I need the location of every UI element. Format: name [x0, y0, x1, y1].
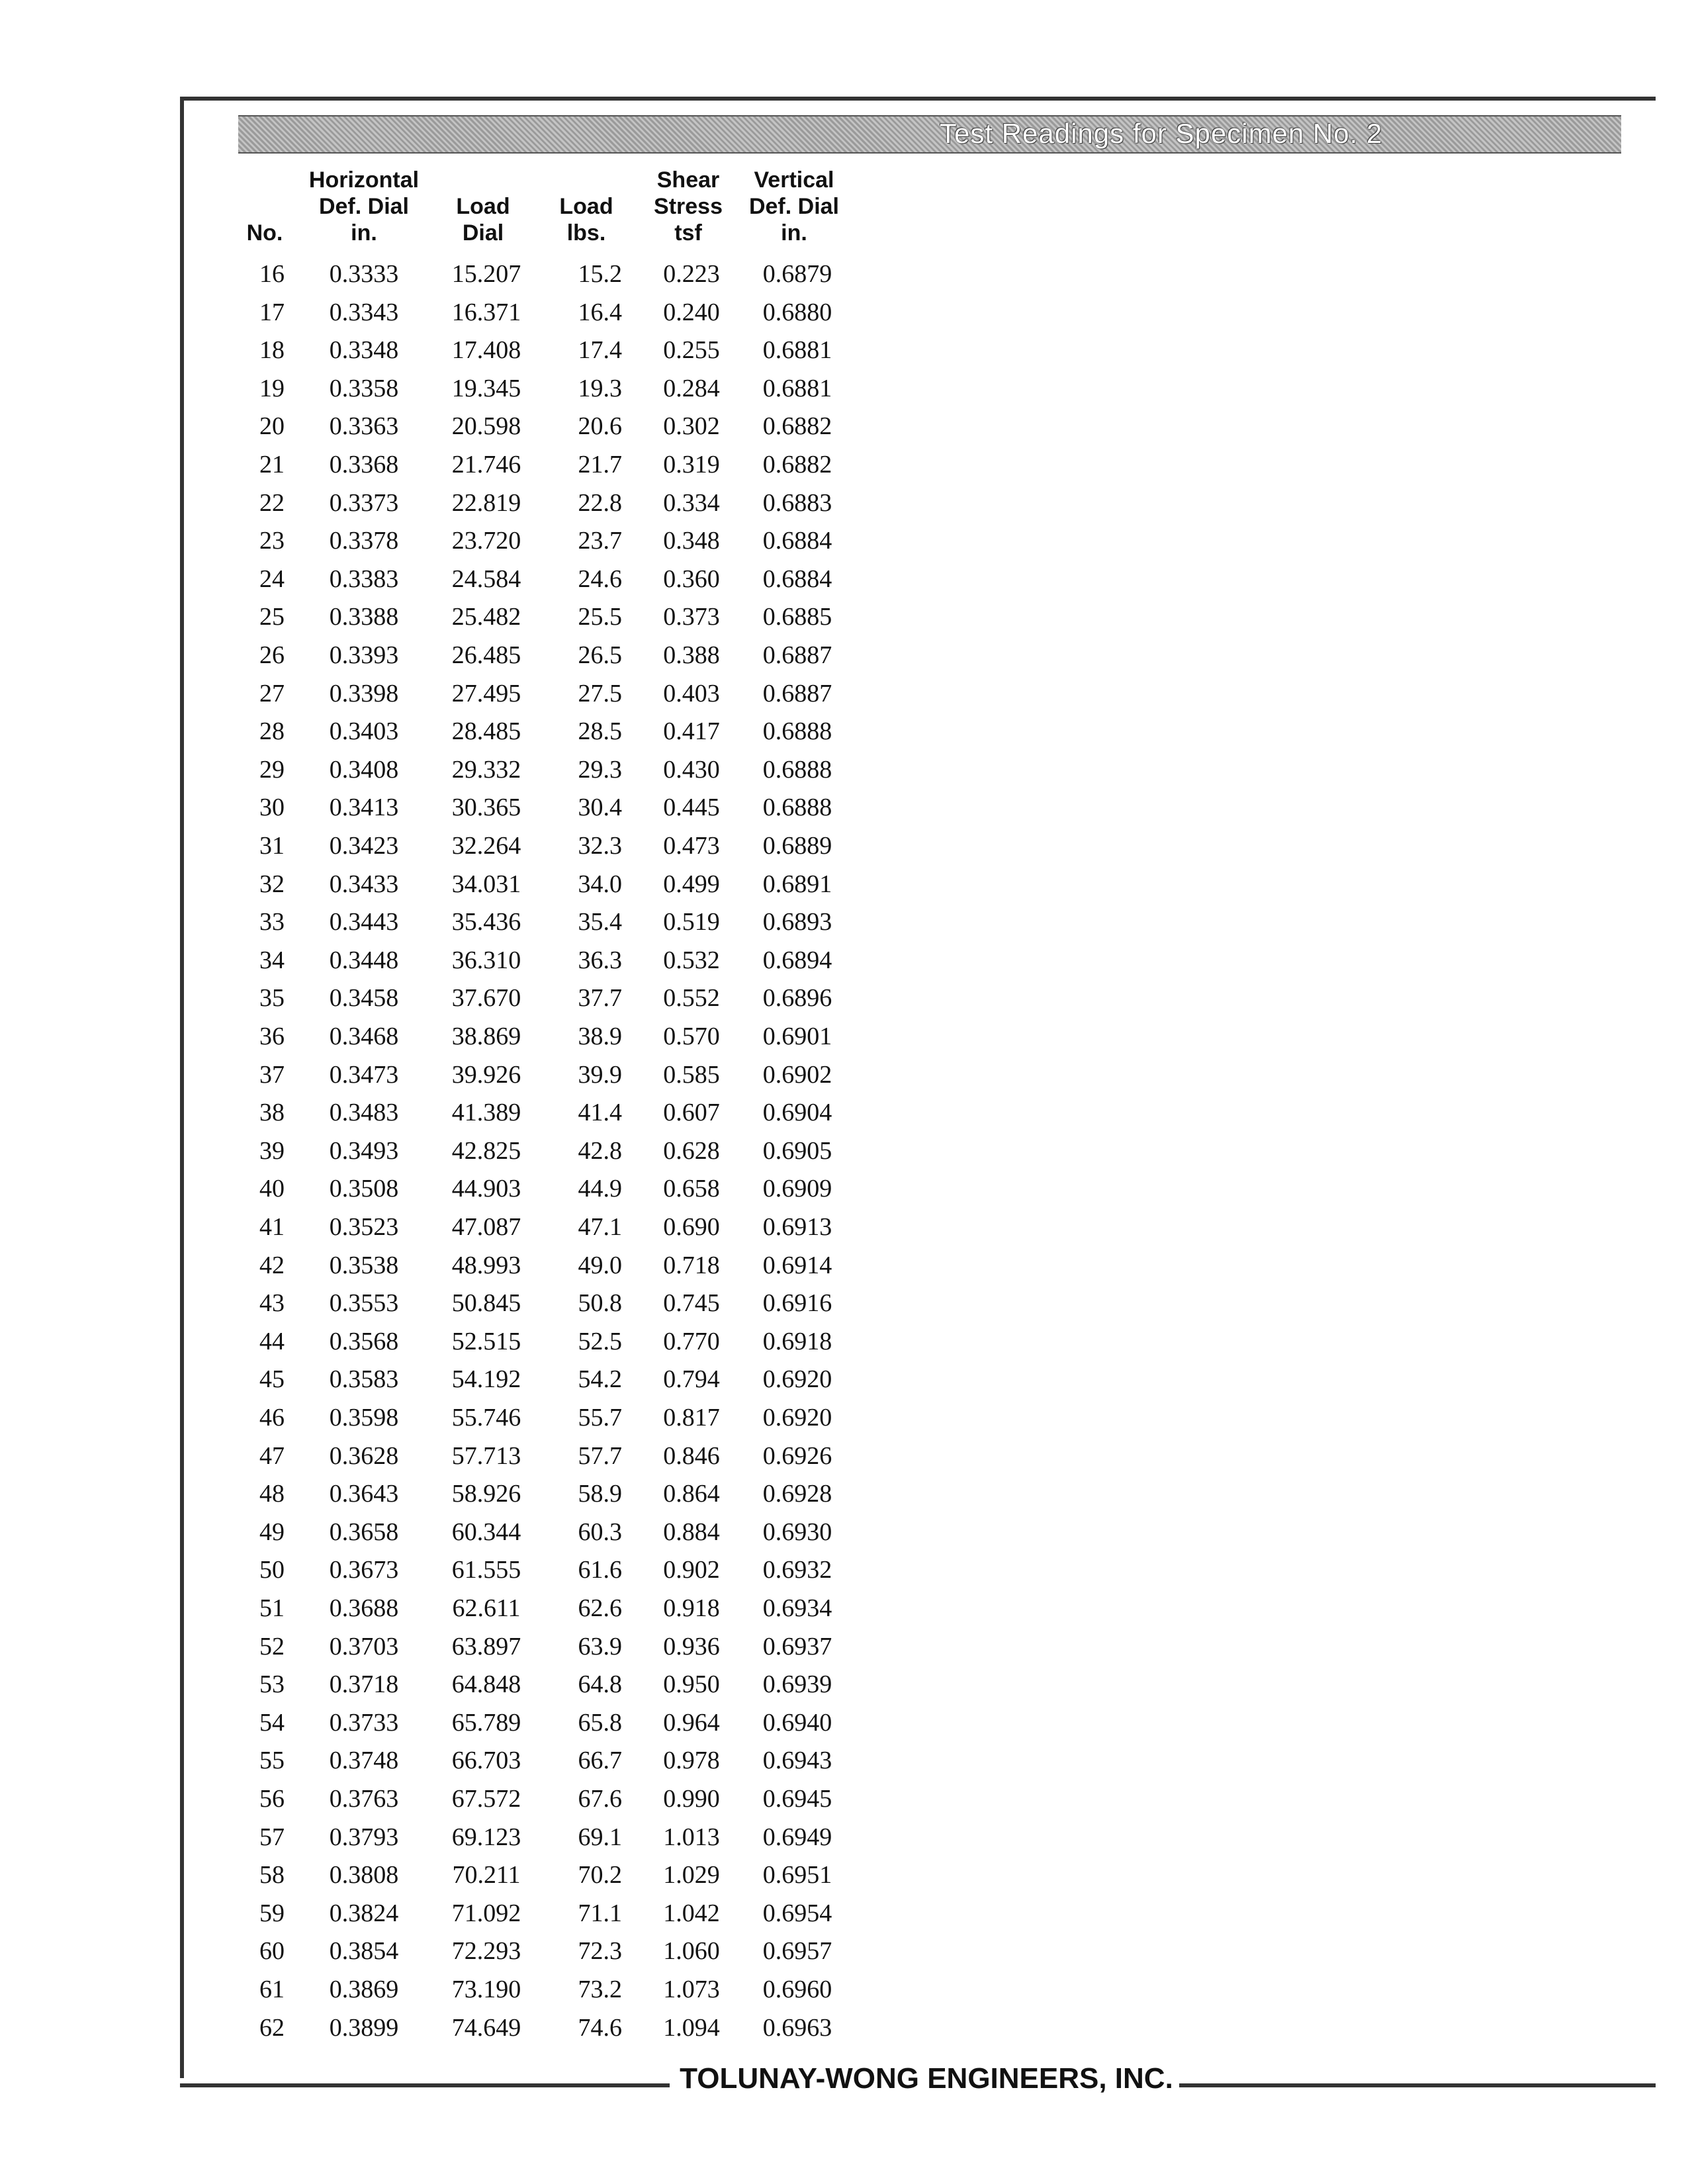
cell-shear-stress: 0.284 — [663, 374, 720, 402]
cell-load-lbs: 28.5 — [578, 717, 622, 746]
cell-no: 57 — [259, 1823, 285, 1851]
cell-load-lbs: 20.6 — [578, 412, 622, 441]
cell-no: 55 — [259, 1747, 285, 1775]
cell-shear-stress: 1.013 — [663, 1823, 720, 1851]
cell-vertical-def-dial: 0.6888 — [762, 755, 832, 784]
header-no: No. — [246, 220, 283, 246]
cell-load-dial: 36.310 — [451, 946, 521, 974]
cell-vertical-def-dial: 0.6957 — [762, 1937, 832, 1966]
cell-load-lbs: 42.8 — [578, 1136, 622, 1165]
footer-company-name: TOLUNAY-WONG ENGINEERS, INC. — [680, 2062, 1173, 2095]
cell-load-lbs: 55.7 — [578, 1404, 622, 1432]
cell-shear-stress: 0.628 — [663, 1136, 720, 1165]
cell-horizontal-def-dial: 0.3373 — [329, 488, 399, 517]
header-vertical-def-dial: Vertical Def. Dial in. — [748, 167, 840, 246]
cell-shear-stress: 0.255 — [663, 336, 720, 365]
cell-load-dial: 63.897 — [451, 1632, 521, 1661]
cell-load-lbs: 71.1 — [578, 1899, 622, 1927]
cell-load-dial: 30.365 — [451, 794, 521, 822]
cell-no: 37 — [259, 1060, 285, 1089]
cell-load-lbs: 57.7 — [578, 1441, 622, 1470]
cell-load-dial: 54.192 — [451, 1365, 521, 1394]
cell-vertical-def-dial: 0.6888 — [762, 717, 832, 746]
cell-load-dial: 57.713 — [451, 1441, 521, 1470]
cell-no: 32 — [259, 870, 285, 898]
cell-load-dial: 19.345 — [451, 374, 521, 402]
cell-load-dial: 17.408 — [451, 336, 521, 365]
cell-vertical-def-dial: 0.6913 — [762, 1213, 832, 1241]
cell-load-lbs: 39.9 — [578, 1060, 622, 1089]
cell-vertical-def-dial: 0.6882 — [762, 451, 832, 478]
cell-horizontal-def-dial: 0.3483 — [329, 1099, 399, 1127]
cell-no: 20 — [259, 412, 285, 441]
cell-no: 39 — [259, 1136, 285, 1165]
cell-no: 44 — [259, 1327, 285, 1355]
cell-load-dial: 48.993 — [451, 1251, 521, 1279]
cell-load-dial: 21.746 — [451, 451, 521, 478]
cell-horizontal-def-dial: 0.3628 — [329, 1441, 399, 1470]
cell-shear-stress: 0.223 — [663, 260, 720, 288]
cell-horizontal-def-dial: 0.3583 — [329, 1365, 399, 1394]
cell-load-dial: 32.264 — [451, 832, 521, 860]
cell-horizontal-def-dial: 0.3448 — [329, 946, 399, 974]
cell-shear-stress: 0.794 — [663, 1365, 720, 1394]
cell-load-lbs: 22.8 — [578, 488, 622, 517]
cell-shear-stress: 0.430 — [663, 755, 720, 784]
cell-horizontal-def-dial: 0.3748 — [329, 1747, 399, 1775]
cell-no: 48 — [259, 1480, 285, 1508]
cell-shear-stress: 0.770 — [663, 1327, 720, 1355]
cell-horizontal-def-dial: 0.3423 — [329, 832, 399, 860]
cell-horizontal-def-dial: 0.3393 — [329, 641, 399, 669]
cell-no: 36 — [259, 1023, 285, 1050]
cell-shear-stress: 0.403 — [663, 679, 720, 707]
cell-vertical-def-dial: 0.6920 — [762, 1365, 832, 1394]
cell-no: 24 — [259, 565, 285, 593]
cell-horizontal-def-dial: 0.3793 — [329, 1823, 399, 1851]
cell-vertical-def-dial: 0.6926 — [762, 1441, 832, 1470]
cell-load-dial: 55.746 — [451, 1404, 521, 1432]
cell-horizontal-def-dial: 0.3763 — [329, 1785, 399, 1813]
cell-load-dial: 41.389 — [451, 1099, 521, 1127]
cell-horizontal-def-dial: 0.3538 — [329, 1251, 399, 1279]
cell-no: 50 — [259, 1556, 285, 1584]
cell-vertical-def-dial: 0.6884 — [762, 565, 832, 593]
cell-shear-stress: 0.552 — [663, 984, 720, 1013]
cell-shear-stress: 1.029 — [663, 1861, 720, 1889]
cell-vertical-def-dial: 0.6943 — [762, 1747, 832, 1775]
cell-vertical-def-dial: 0.6879 — [762, 260, 832, 288]
cell-vertical-def-dial: 0.6951 — [762, 1861, 832, 1889]
cell-shear-stress: 0.348 — [663, 527, 720, 555]
cell-vertical-def-dial: 0.6937 — [762, 1632, 832, 1661]
cell-load-lbs: 73.2 — [578, 1976, 622, 2003]
cell-shear-stress: 0.373 — [663, 603, 720, 631]
cell-load-lbs: 23.7 — [578, 527, 622, 555]
cell-load-lbs: 38.9 — [578, 1023, 622, 1050]
cell-horizontal-def-dial: 0.3333 — [329, 260, 399, 288]
cell-no: 17 — [259, 298, 285, 326]
cell-load-lbs: 63.9 — [578, 1632, 622, 1661]
cell-load-dial: 74.649 — [451, 2013, 521, 2042]
cell-vertical-def-dial: 0.6963 — [762, 2013, 832, 2042]
cell-shear-stress: 0.817 — [663, 1404, 720, 1432]
footer-rule-left — [180, 2083, 670, 2087]
cell-load-dial: 62.611 — [452, 1594, 521, 1622]
cell-vertical-def-dial: 0.6905 — [762, 1136, 832, 1165]
cell-vertical-def-dial: 0.6949 — [762, 1823, 832, 1851]
cell-vertical-def-dial: 0.6880 — [762, 298, 832, 326]
cell-shear-stress: 0.918 — [663, 1594, 720, 1622]
cell-load-dial: 69.123 — [451, 1823, 521, 1851]
cell-vertical-def-dial: 0.6904 — [762, 1099, 832, 1127]
cell-shear-stress: 0.990 — [663, 1785, 720, 1813]
cell-horizontal-def-dial: 0.3398 — [329, 679, 399, 707]
cell-no: 62 — [259, 2013, 285, 2042]
cell-shear-stress: 0.846 — [663, 1441, 720, 1470]
cell-load-dial: 27.495 — [451, 679, 521, 707]
cell-shear-stress: 1.073 — [663, 1976, 720, 2003]
cell-load-lbs: 58.9 — [578, 1480, 622, 1508]
cell-shear-stress: 1.060 — [663, 1937, 720, 1966]
cell-vertical-def-dial: 0.6930 — [762, 1518, 832, 1546]
cell-load-dial: 15.207 — [451, 260, 521, 288]
cell-no: 49 — [259, 1518, 285, 1546]
cell-load-lbs: 65.8 — [578, 1708, 622, 1737]
cell-horizontal-def-dial: 0.3473 — [329, 1060, 399, 1089]
cell-load-lbs: 72.3 — [578, 1937, 622, 1966]
cell-load-lbs: 52.5 — [578, 1327, 622, 1355]
cell-no: 38 — [259, 1099, 285, 1127]
cell-shear-stress: 0.585 — [663, 1060, 720, 1089]
cell-horizontal-def-dial: 0.3458 — [329, 984, 399, 1013]
cell-shear-stress: 0.884 — [663, 1518, 720, 1546]
cell-no: 46 — [259, 1404, 285, 1432]
cell-shear-stress: 0.745 — [663, 1289, 720, 1318]
cell-no: 42 — [259, 1251, 285, 1279]
cell-load-dial: 22.819 — [451, 488, 521, 517]
cell-vertical-def-dial: 0.6902 — [762, 1060, 832, 1089]
cell-no: 41 — [259, 1213, 285, 1241]
cell-load-dial: 34.031 — [451, 870, 521, 898]
cell-vertical-def-dial: 0.6896 — [762, 984, 832, 1013]
cell-vertical-def-dial: 0.6882 — [762, 412, 832, 441]
cell-vertical-def-dial: 0.6884 — [762, 527, 832, 555]
cell-vertical-def-dial: 0.6887 — [762, 641, 832, 669]
cell-load-lbs: 41.4 — [578, 1099, 622, 1127]
cell-no: 45 — [259, 1365, 285, 1394]
cell-horizontal-def-dial: 0.3658 — [329, 1518, 399, 1546]
cell-load-dial: 73.190 — [451, 1976, 521, 2003]
cell-load-lbs: 26.5 — [578, 641, 622, 669]
cell-shear-stress: 0.499 — [663, 870, 720, 898]
cell-vertical-def-dial: 0.6934 — [762, 1594, 832, 1622]
cell-no: 16 — [259, 260, 285, 288]
cell-no: 35 — [259, 984, 285, 1013]
cell-no: 40 — [259, 1175, 285, 1203]
cell-shear-stress: 0.902 — [663, 1556, 720, 1584]
cell-horizontal-def-dial: 0.3348 — [329, 336, 399, 365]
title-bar — [238, 115, 1621, 154]
cell-load-lbs: 30.4 — [578, 794, 622, 822]
cell-load-lbs: 49.0 — [578, 1251, 622, 1279]
cell-load-dial: 24.584 — [451, 565, 521, 593]
cell-horizontal-def-dial: 0.3808 — [329, 1861, 399, 1889]
cell-horizontal-def-dial: 0.3433 — [329, 870, 399, 898]
cell-load-dial: 67.572 — [451, 1785, 521, 1813]
cell-shear-stress: 0.864 — [663, 1480, 720, 1508]
cell-load-lbs: 19.3 — [578, 374, 622, 402]
cell-shear-stress: 0.978 — [663, 1747, 720, 1775]
cell-horizontal-def-dial: 0.3408 — [329, 755, 399, 784]
cell-load-lbs: 66.7 — [578, 1747, 622, 1775]
cell-horizontal-def-dial: 0.3703 — [329, 1632, 399, 1661]
cell-horizontal-def-dial: 0.3688 — [329, 1594, 399, 1622]
cell-horizontal-def-dial: 0.3598 — [329, 1404, 399, 1432]
cell-shear-stress: 0.240 — [663, 298, 720, 326]
cell-vertical-def-dial: 0.6881 — [762, 374, 832, 402]
cell-load-lbs: 54.2 — [578, 1365, 622, 1394]
cell-load-lbs: 69.1 — [578, 1823, 622, 1851]
cell-horizontal-def-dial: 0.3568 — [329, 1327, 399, 1355]
cell-load-dial: 72.293 — [451, 1937, 521, 1966]
cell-vertical-def-dial: 0.6932 — [762, 1556, 832, 1584]
cell-load-dial: 71.092 — [451, 1899, 521, 1927]
cell-vertical-def-dial: 0.6887 — [762, 679, 832, 707]
cell-horizontal-def-dial: 0.3718 — [329, 1670, 399, 1699]
cell-no: 27 — [259, 679, 285, 707]
cell-vertical-def-dial: 0.6920 — [762, 1404, 832, 1432]
cell-load-lbs: 37.7 — [578, 984, 622, 1013]
cell-load-dial: 66.703 — [451, 1747, 521, 1775]
cell-shear-stress: 1.042 — [663, 1899, 720, 1927]
cell-no: 31 — [259, 832, 285, 860]
cell-load-lbs: 16.4 — [578, 298, 622, 326]
cell-vertical-def-dial: 0.6891 — [762, 870, 832, 898]
cell-shear-stress: 0.690 — [663, 1213, 720, 1241]
cell-load-lbs: 29.3 — [578, 755, 622, 784]
cell-shear-stress: 0.658 — [663, 1175, 720, 1203]
cell-load-lbs: 27.5 — [578, 679, 622, 707]
cell-load-dial: 64.848 — [451, 1670, 521, 1699]
cell-horizontal-def-dial: 0.3368 — [329, 451, 399, 478]
cell-horizontal-def-dial: 0.3363 — [329, 412, 399, 441]
cell-vertical-def-dial: 0.6918 — [762, 1327, 832, 1355]
cell-no: 43 — [259, 1289, 285, 1318]
cell-horizontal-def-dial: 0.3854 — [329, 1937, 399, 1966]
cell-load-lbs: 50.8 — [578, 1289, 622, 1318]
cell-no: 28 — [259, 717, 285, 746]
cell-vertical-def-dial: 0.6945 — [762, 1785, 832, 1813]
cell-horizontal-def-dial: 0.3493 — [329, 1136, 399, 1165]
cell-horizontal-def-dial: 0.3388 — [329, 603, 399, 631]
cell-shear-stress: 0.360 — [663, 565, 720, 593]
cell-load-dial: 47.087 — [451, 1213, 521, 1241]
cell-vertical-def-dial: 0.6888 — [762, 794, 832, 822]
cell-load-dial: 58.926 — [451, 1480, 521, 1508]
cell-horizontal-def-dial: 0.3343 — [329, 298, 399, 326]
cell-shear-stress: 0.519 — [663, 908, 720, 936]
cell-vertical-def-dial: 0.6894 — [762, 946, 832, 974]
cell-vertical-def-dial: 0.6881 — [762, 336, 832, 365]
cell-load-dial: 50.845 — [451, 1289, 521, 1318]
cell-vertical-def-dial: 0.6901 — [762, 1023, 832, 1050]
cell-load-dial: 20.598 — [451, 412, 521, 441]
cell-load-lbs: 34.0 — [578, 870, 622, 898]
cell-load-dial: 26.485 — [451, 641, 521, 669]
cell-shear-stress: 0.570 — [663, 1023, 720, 1050]
cell-load-lbs: 60.3 — [578, 1518, 622, 1546]
cell-horizontal-def-dial: 0.3643 — [329, 1480, 399, 1508]
cell-load-lbs: 24.6 — [578, 565, 622, 593]
cell-no: 29 — [259, 755, 285, 784]
cell-horizontal-def-dial: 0.3824 — [329, 1899, 399, 1927]
cell-load-lbs: 21.7 — [578, 451, 622, 478]
cell-no: 21 — [259, 451, 285, 478]
footer-rule-right — [1179, 2083, 1656, 2087]
cell-no: 61 — [259, 1976, 285, 2003]
cell-no: 18 — [259, 336, 285, 365]
cell-no: 26 — [259, 641, 285, 669]
cell-no: 22 — [259, 488, 285, 517]
cell-shear-stress: 0.936 — [663, 1632, 720, 1661]
cell-no: 34 — [259, 946, 285, 974]
cell-vertical-def-dial: 0.6928 — [762, 1480, 832, 1508]
cell-load-lbs: 17.4 — [578, 336, 622, 365]
cell-shear-stress: 0.964 — [663, 1708, 720, 1737]
cell-horizontal-def-dial: 0.3733 — [329, 1708, 399, 1737]
cell-horizontal-def-dial: 0.3413 — [329, 794, 399, 822]
cell-no: 47 — [259, 1441, 285, 1470]
cell-load-dial: 65.789 — [451, 1708, 521, 1737]
cell-no: 58 — [259, 1861, 285, 1889]
cell-load-lbs: 36.3 — [578, 946, 622, 974]
cell-load-dial: 70.211 — [452, 1861, 521, 1889]
cell-horizontal-def-dial: 0.3403 — [329, 717, 399, 746]
header-load-dial: Load Dial — [456, 194, 510, 246]
cell-load-lbs: 25.5 — [578, 603, 622, 631]
cell-load-dial: 38.869 — [451, 1023, 521, 1050]
table-title: Test Readings for Specimen No. 2 — [940, 118, 1383, 149]
cell-no: 19 — [259, 374, 285, 402]
cell-vertical-def-dial: 0.6916 — [762, 1289, 832, 1318]
cell-load-dial: 44.903 — [451, 1175, 521, 1203]
cell-no: 59 — [259, 1899, 285, 1927]
cell-horizontal-def-dial: 0.3523 — [329, 1213, 399, 1241]
cell-vertical-def-dial: 0.6889 — [762, 832, 832, 860]
cell-load-dial: 23.720 — [451, 527, 521, 555]
cell-shear-stress: 0.473 — [663, 832, 720, 860]
header-load-lbs: Load lbs. — [559, 194, 613, 246]
cell-shear-stress: 1.094 — [663, 2013, 720, 2042]
header-horizontal-def-dial: Horizontal Def. Dial in. — [308, 167, 420, 246]
cell-vertical-def-dial: 0.6885 — [762, 603, 832, 631]
cell-load-dial: 52.515 — [451, 1327, 521, 1355]
cell-vertical-def-dial: 0.6940 — [762, 1708, 832, 1737]
cell-no: 54 — [259, 1708, 285, 1737]
cell-load-dial: 16.371 — [451, 298, 521, 326]
cell-load-lbs: 32.3 — [578, 832, 622, 860]
cell-load-lbs: 44.9 — [578, 1175, 622, 1203]
cell-load-dial: 61.555 — [451, 1556, 521, 1584]
cell-horizontal-def-dial: 0.3508 — [329, 1175, 399, 1203]
cell-no: 23 — [259, 527, 285, 555]
cell-horizontal-def-dial: 0.3899 — [329, 2013, 399, 2042]
cell-load-lbs: 15.2 — [578, 260, 622, 288]
cell-no: 60 — [259, 1937, 285, 1966]
cell-horizontal-def-dial: 0.3358 — [329, 374, 399, 402]
cell-load-lbs: 61.6 — [578, 1556, 622, 1584]
cell-no: 30 — [259, 794, 285, 822]
cell-no: 52 — [259, 1632, 285, 1661]
cell-shear-stress: 0.950 — [663, 1670, 720, 1699]
cell-vertical-def-dial: 0.6909 — [762, 1175, 832, 1203]
cell-load-lbs: 35.4 — [578, 908, 622, 936]
cell-shear-stress: 0.302 — [663, 412, 720, 441]
cell-no: 25 — [259, 603, 285, 631]
cell-load-lbs: 67.6 — [578, 1785, 622, 1813]
cell-vertical-def-dial: 0.6960 — [762, 1976, 832, 2003]
cell-shear-stress: 0.334 — [663, 488, 720, 517]
cell-load-lbs: 47.1 — [578, 1213, 622, 1241]
cell-load-lbs: 62.6 — [578, 1594, 622, 1622]
cell-horizontal-def-dial: 0.3383 — [329, 565, 399, 593]
cell-load-dial: 28.485 — [451, 717, 521, 746]
cell-vertical-def-dial: 0.6914 — [762, 1251, 832, 1279]
cell-load-lbs: 74.6 — [578, 2013, 622, 2042]
cell-load-dial: 29.332 — [451, 755, 521, 784]
cell-horizontal-def-dial: 0.3673 — [329, 1556, 399, 1584]
cell-horizontal-def-dial: 0.3378 — [329, 527, 399, 555]
cell-shear-stress: 0.718 — [663, 1251, 720, 1279]
cell-shear-stress: 0.532 — [663, 946, 720, 974]
cell-horizontal-def-dial: 0.3869 — [329, 1976, 399, 2003]
header-shear-stress: Shear Stress tsf — [654, 167, 723, 246]
cell-load-dial: 42.825 — [451, 1136, 521, 1165]
cell-vertical-def-dial: 0.6954 — [762, 1899, 832, 1927]
cell-no: 51 — [259, 1594, 285, 1622]
cell-shear-stress: 0.607 — [663, 1099, 720, 1127]
cell-load-dial: 35.436 — [451, 908, 521, 936]
cell-vertical-def-dial: 0.6939 — [762, 1670, 832, 1699]
cell-shear-stress: 0.388 — [663, 641, 720, 669]
cell-vertical-def-dial: 0.6883 — [762, 488, 832, 517]
cell-load-dial: 60.344 — [451, 1518, 521, 1546]
cell-shear-stress: 0.417 — [663, 717, 720, 746]
cell-horizontal-def-dial: 0.3553 — [329, 1289, 399, 1318]
cell-no: 33 — [259, 908, 285, 936]
cell-no: 53 — [259, 1670, 285, 1699]
cell-load-dial: 37.670 — [451, 984, 521, 1013]
cell-vertical-def-dial: 0.6893 — [762, 908, 832, 936]
cell-shear-stress: 0.445 — [663, 794, 720, 822]
cell-load-dial: 25.482 — [451, 603, 521, 631]
cell-horizontal-def-dial: 0.3468 — [329, 1023, 399, 1050]
cell-horizontal-def-dial: 0.3443 — [329, 908, 399, 936]
cell-no: 56 — [259, 1785, 285, 1813]
cell-load-dial: 39.926 — [451, 1060, 521, 1089]
cell-shear-stress: 0.319 — [663, 451, 720, 478]
cell-load-lbs: 70.2 — [578, 1861, 622, 1889]
cell-load-lbs: 64.8 — [578, 1670, 622, 1699]
